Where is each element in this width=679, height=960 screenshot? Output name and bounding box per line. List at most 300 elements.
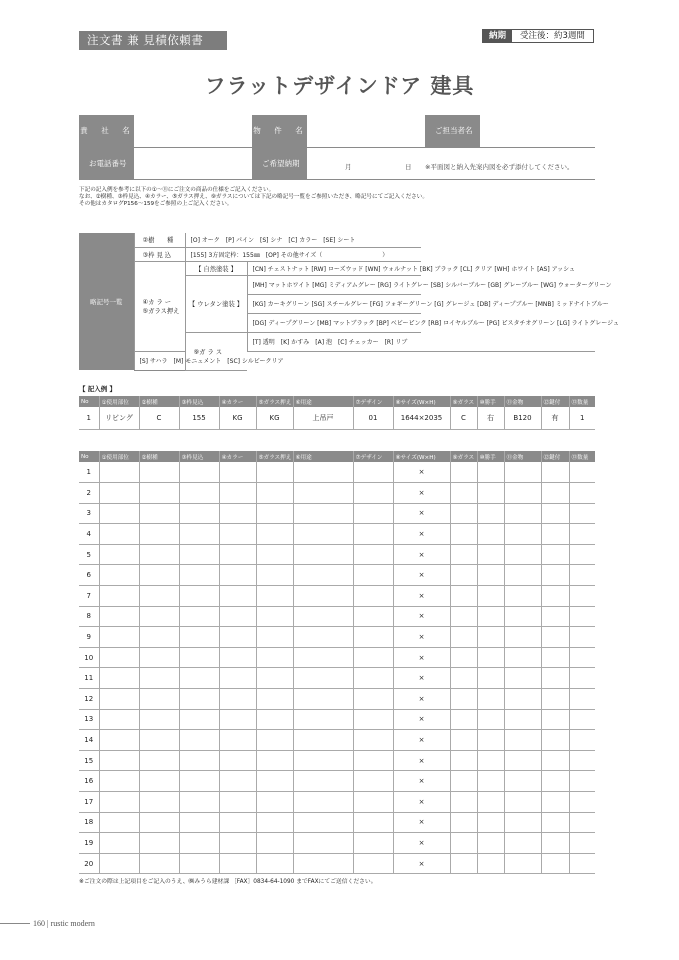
order-cell[interactable] — [179, 771, 219, 792]
urethane-paint-label: 【 ウレタン塗装 】 — [185, 275, 247, 332]
order-cell[interactable] — [256, 627, 293, 648]
order-cell[interactable] — [219, 544, 256, 565]
order-cell[interactable] — [541, 750, 569, 771]
order-cell[interactable] — [504, 565, 541, 586]
row-number: 5 — [79, 544, 99, 565]
size-cell[interactable]: × — [393, 709, 450, 730]
order-cell[interactable] — [450, 730, 477, 751]
order-cell[interactable] — [477, 503, 504, 524]
order-cell[interactable] — [569, 647, 595, 668]
order-cell[interactable] — [139, 668, 179, 689]
column-header: No — [79, 451, 99, 462]
order-cell[interactable] — [179, 586, 219, 607]
order-cell[interactable] — [256, 565, 293, 586]
order-cell[interactable] — [569, 606, 595, 627]
order-cell[interactable] — [477, 565, 504, 586]
size-cell[interactable]: × — [393, 524, 450, 545]
order-cell[interactable] — [569, 462, 595, 483]
order-cell[interactable] — [450, 689, 477, 710]
order-cell[interactable] — [256, 524, 293, 545]
order-cell[interactable] — [450, 647, 477, 668]
order-cell[interactable] — [293, 853, 353, 874]
order-cell[interactable] — [353, 503, 393, 524]
order-cell[interactable] — [477, 647, 504, 668]
order-cell[interactable] — [477, 544, 504, 565]
order-cell[interactable] — [569, 565, 595, 586]
order-cell[interactable] — [353, 833, 393, 854]
order-cell[interactable] — [353, 544, 393, 565]
order-cell[interactable] — [256, 709, 293, 730]
order-cell[interactable] — [293, 524, 353, 545]
order-cell[interactable] — [541, 503, 569, 524]
order-cell[interactable] — [256, 689, 293, 710]
urethane-codes-1: [MH] マットホワイト [MG] ミディアムグレー [RG] ライトグレー [SB] シルバーブルー [GB] グレーブルー [WG] ウォーターグリーン — [247, 275, 421, 294]
order-cell[interactable] — [541, 668, 569, 689]
order-cell[interactable] — [541, 627, 569, 648]
order-cell[interactable] — [541, 606, 569, 627]
species-label: ②樹 種 — [134, 233, 185, 247]
order-cell[interactable] — [179, 730, 219, 751]
order-cell[interactable] — [569, 524, 595, 545]
order-cell[interactable] — [219, 730, 256, 751]
order-cell[interactable] — [293, 647, 353, 668]
order-cell[interactable] — [179, 483, 219, 504]
order-cell[interactable] — [450, 524, 477, 545]
order-row — [79, 771, 595, 792]
order-cell[interactable] — [569, 483, 595, 504]
order-cell[interactable] — [541, 689, 569, 710]
order-cell[interactable] — [569, 853, 595, 874]
order-cell[interactable] — [504, 853, 541, 874]
order-cell[interactable] — [219, 524, 256, 545]
row-number: 1 — [79, 462, 99, 483]
order-cell[interactable] — [139, 647, 179, 668]
order-cell[interactable] — [353, 812, 393, 833]
order-cell[interactable] — [139, 524, 179, 545]
order-cell[interactable] — [504, 462, 541, 483]
order-cell[interactable] — [541, 730, 569, 751]
order-cell[interactable] — [99, 627, 139, 648]
order-row — [79, 483, 595, 504]
order-cell[interactable] — [450, 833, 477, 854]
column-header: ⑪金物 — [504, 451, 541, 462]
order-cell[interactable] — [179, 565, 219, 586]
size-cell[interactable]: × — [393, 606, 450, 627]
instruction-line: その他はカタログP156～159をご参照の上ご記入ください。 — [79, 201, 233, 208]
order-cell[interactable] — [179, 462, 219, 483]
order-cell[interactable] — [256, 771, 293, 792]
order-cell[interactable] — [504, 586, 541, 607]
order-cell[interactable] — [477, 853, 504, 874]
order-cell[interactable] — [504, 833, 541, 854]
order-cell[interactable] — [353, 792, 393, 813]
order-cell[interactable] — [541, 524, 569, 545]
size-cell[interactable]: × — [393, 833, 450, 854]
order-cell[interactable] — [477, 462, 504, 483]
order-cell[interactable] — [504, 627, 541, 648]
order-cell[interactable] — [179, 524, 219, 545]
order-cell[interactable] — [450, 750, 477, 771]
order-cell[interactable] — [139, 565, 179, 586]
order-cell[interactable] — [477, 730, 504, 751]
row-number: 8 — [79, 606, 99, 627]
order-cell[interactable] — [139, 606, 179, 627]
order-cell[interactable] — [256, 833, 293, 854]
order-cell[interactable] — [99, 689, 139, 710]
order-cell[interactable] — [504, 792, 541, 813]
order-cell[interactable] — [541, 709, 569, 730]
order-cell[interactable] — [353, 462, 393, 483]
size-cell[interactable]: × — [393, 730, 450, 751]
order-cell[interactable] — [179, 627, 219, 648]
order-cell[interactable] — [219, 853, 256, 874]
order-cell[interactable] — [504, 503, 541, 524]
order-cell[interactable] — [99, 606, 139, 627]
size-cell[interactable]: × — [393, 483, 450, 504]
order-cell[interactable] — [139, 709, 179, 730]
order-cell[interactable] — [179, 853, 219, 874]
order-cell[interactable] — [99, 668, 139, 689]
order-cell[interactable] — [450, 668, 477, 689]
size-cell[interactable]: × — [393, 544, 450, 565]
example-cell: 1 — [569, 407, 595, 429]
order-cell[interactable] — [353, 689, 393, 710]
form-type-tag: 注文書 兼 見積依頼書 — [79, 31, 227, 50]
order-cell[interactable] — [219, 792, 256, 813]
order-cell[interactable] — [541, 586, 569, 607]
order-cell[interactable] — [99, 709, 139, 730]
order-cell[interactable] — [293, 586, 353, 607]
order-cell[interactable] — [256, 750, 293, 771]
order-cell[interactable] — [504, 524, 541, 545]
column-header: ①使用部位 — [99, 396, 139, 407]
example-cell: B120 — [504, 407, 541, 429]
column-header: ②樹種 — [139, 396, 179, 407]
phone-field[interactable] — [134, 147, 252, 179]
row-number: 9 — [79, 627, 99, 648]
order-cell[interactable] — [139, 812, 179, 833]
order-cell[interactable] — [293, 709, 353, 730]
order-cell[interactable] — [256, 647, 293, 668]
order-cell[interactable] — [541, 853, 569, 874]
size-cell[interactable]: × — [393, 668, 450, 689]
order-cell[interactable] — [99, 792, 139, 813]
order-cell[interactable] — [504, 544, 541, 565]
order-cell[interactable] — [99, 750, 139, 771]
company-field[interactable] — [134, 115, 252, 147]
order-cell[interactable] — [569, 771, 595, 792]
order-cell[interactable] — [450, 812, 477, 833]
order-cell[interactable] — [477, 627, 504, 648]
order-cell[interactable] — [569, 750, 595, 771]
size-cell[interactable]: × — [393, 462, 450, 483]
row-number: 13 — [79, 709, 99, 730]
order-cell[interactable] — [477, 524, 504, 545]
order-cell[interactable] — [541, 812, 569, 833]
order-row — [79, 709, 595, 730]
company-label: 貴 社 名 — [79, 115, 134, 147]
order-cell[interactable] — [219, 709, 256, 730]
order-cell[interactable] — [477, 771, 504, 792]
order-cell[interactable] — [256, 483, 293, 504]
order-cell[interactable] — [219, 627, 256, 648]
order-cell[interactable] — [569, 709, 595, 730]
size-cell[interactable]: × — [393, 771, 450, 792]
order-cell[interactable] — [450, 627, 477, 648]
order-cell[interactable] — [99, 853, 139, 874]
example-cell: 右 — [477, 407, 504, 429]
order-cell[interactable] — [504, 709, 541, 730]
size-cell[interactable]: × — [393, 503, 450, 524]
order-cell[interactable] — [179, 709, 219, 730]
order-cell[interactable] — [179, 647, 219, 668]
order-cell[interactable] — [179, 833, 219, 854]
order-cell[interactable] — [293, 771, 353, 792]
instructions — [79, 187, 428, 209]
order-cell[interactable] — [293, 730, 353, 751]
order-cell[interactable] — [353, 483, 393, 504]
order-cell[interactable] — [219, 771, 256, 792]
order-cell[interactable] — [256, 792, 293, 813]
row-number: 17 — [79, 792, 99, 813]
order-cell[interactable] — [179, 750, 219, 771]
order-cell[interactable] — [256, 544, 293, 565]
order-cell[interactable] — [219, 503, 256, 524]
customer-info-table — [79, 115, 595, 180]
order-cell[interactable] — [293, 606, 353, 627]
order-cell[interactable] — [353, 586, 393, 607]
order-cell[interactable] — [504, 750, 541, 771]
order-cell[interactable] — [569, 730, 595, 751]
column-header: ⑥用途 — [293, 396, 353, 407]
order-cell[interactable] — [450, 853, 477, 874]
size-cell[interactable]: × — [393, 586, 450, 607]
order-cell[interactable] — [139, 750, 179, 771]
order-cell[interactable] — [353, 771, 393, 792]
order-cell[interactable] — [219, 668, 256, 689]
row-number: 11 — [79, 668, 99, 689]
order-cell[interactable] — [477, 812, 504, 833]
order-cell[interactable] — [450, 483, 477, 504]
order-cell[interactable] — [293, 792, 353, 813]
order-cell[interactable] — [219, 586, 256, 607]
order-cell[interactable] — [99, 462, 139, 483]
order-cell[interactable] — [179, 606, 219, 627]
order-cell[interactable] — [541, 647, 569, 668]
project-field[interactable] — [307, 115, 425, 147]
order-cell[interactable] — [504, 730, 541, 751]
order-cell[interactable] — [541, 544, 569, 565]
order-cell[interactable] — [99, 565, 139, 586]
desired-date-field[interactable] — [307, 147, 595, 179]
order-cell[interactable] — [99, 586, 139, 607]
order-cell[interactable] — [99, 544, 139, 565]
order-cell[interactable] — [293, 689, 353, 710]
order-cell[interactable] — [139, 730, 179, 751]
order-cell[interactable] — [450, 462, 477, 483]
order-cell[interactable] — [477, 586, 504, 607]
order-cell[interactable] — [504, 689, 541, 710]
order-cell[interactable] — [504, 668, 541, 689]
order-cell[interactable] — [569, 668, 595, 689]
order-cell[interactable] — [139, 627, 179, 648]
order-cell[interactable] — [256, 586, 293, 607]
order-cell[interactable] — [569, 812, 595, 833]
order-cell[interactable] — [477, 750, 504, 771]
order-cell[interactable] — [353, 647, 393, 668]
example-cell: 155 — [179, 407, 219, 429]
order-cell[interactable] — [450, 544, 477, 565]
order-cell[interactable] — [293, 627, 353, 648]
order-cell[interactable] — [477, 606, 504, 627]
order-cell[interactable] — [179, 812, 219, 833]
order-cell[interactable] — [99, 812, 139, 833]
order-cell[interactable] — [99, 483, 139, 504]
order-cell[interactable] — [541, 792, 569, 813]
order-cell[interactable] — [353, 627, 393, 648]
order-cell[interactable] — [256, 812, 293, 833]
order-cell[interactable] — [139, 792, 179, 813]
order-cell[interactable] — [541, 462, 569, 483]
size-cell[interactable]: × — [393, 689, 450, 710]
size-cell[interactable]: × — [393, 647, 450, 668]
contact-field[interactable] — [480, 115, 595, 147]
order-cell[interactable] — [293, 565, 353, 586]
order-cell[interactable] — [477, 833, 504, 854]
order-cell[interactable] — [450, 771, 477, 792]
size-cell[interactable]: × — [393, 812, 450, 833]
delivery-label: 納期 — [483, 30, 512, 42]
order-cell[interactable] — [353, 524, 393, 545]
order-cell[interactable] — [353, 709, 393, 730]
order-cell[interactable] — [219, 483, 256, 504]
order-cell[interactable] — [450, 792, 477, 813]
order-cell[interactable] — [179, 668, 219, 689]
order-cell[interactable] — [139, 503, 179, 524]
order-cell[interactable] — [99, 503, 139, 524]
order-cell[interactable] — [450, 709, 477, 730]
order-cell[interactable] — [219, 647, 256, 668]
page-title: フラットデザインドア 建具 — [204, 74, 475, 98]
order-row — [79, 524, 595, 545]
order-cell[interactable] — [293, 833, 353, 854]
order-cell[interactable] — [219, 833, 256, 854]
order-cell[interactable] — [450, 606, 477, 627]
order-cell[interactable] — [256, 853, 293, 874]
order-cell[interactable] — [139, 483, 179, 504]
order-cell[interactable] — [569, 544, 595, 565]
order-cell[interactable] — [504, 647, 541, 668]
order-cell[interactable] — [569, 833, 595, 854]
order-cell[interactable] — [139, 544, 179, 565]
order-cell[interactable] — [477, 689, 504, 710]
size-cell[interactable]: × — [393, 565, 450, 586]
row-number: 15 — [79, 750, 99, 771]
order-cell[interactable] — [504, 812, 541, 833]
order-cell[interactable] — [99, 771, 139, 792]
order-cell[interactable] — [256, 668, 293, 689]
order-cell[interactable] — [569, 792, 595, 813]
order-cell[interactable] — [569, 689, 595, 710]
order-cell[interactable] — [99, 647, 139, 668]
order-cell[interactable] — [293, 750, 353, 771]
order-cell[interactable] — [450, 586, 477, 607]
example-table — [79, 396, 595, 430]
order-cell[interactable] — [219, 812, 256, 833]
order-cell[interactable] — [569, 586, 595, 607]
order-cell[interactable] — [99, 730, 139, 751]
order-cell[interactable] — [139, 853, 179, 874]
order-cell[interactable] — [353, 750, 393, 771]
size-cell[interactable]: × — [393, 627, 450, 648]
order-cell[interactable] — [256, 462, 293, 483]
order-cell[interactable] — [353, 565, 393, 586]
order-cell[interactable] — [541, 483, 569, 504]
order-cell[interactable] — [219, 750, 256, 771]
order-cell[interactable] — [293, 544, 353, 565]
order-cell[interactable] — [353, 853, 393, 874]
order-cell[interactable] — [353, 668, 393, 689]
order-cell[interactable] — [477, 483, 504, 504]
order-cell[interactable] — [450, 503, 477, 524]
order-cell[interactable] — [504, 606, 541, 627]
order-cell[interactable] — [139, 586, 179, 607]
order-cell[interactable] — [99, 524, 139, 545]
order-cell[interactable] — [219, 606, 256, 627]
order-cell[interactable] — [450, 565, 477, 586]
order-cell[interactable] — [293, 503, 353, 524]
order-cell[interactable] — [569, 503, 595, 524]
order-cell[interactable] — [256, 503, 293, 524]
order-cell[interactable] — [353, 730, 393, 751]
order-cell[interactable] — [256, 606, 293, 627]
order-row — [79, 586, 595, 607]
order-cell[interactable] — [477, 792, 504, 813]
order-cell[interactable] — [219, 689, 256, 710]
order-cell[interactable] — [219, 462, 256, 483]
size-cell[interactable]: × — [393, 853, 450, 874]
order-cell[interactable] — [179, 792, 219, 813]
order-cell[interactable] — [293, 483, 353, 504]
row-number: 2 — [79, 483, 99, 504]
size-cell[interactable]: × — [393, 750, 450, 771]
order-cell[interactable] — [256, 730, 293, 751]
order-cell[interactable] — [179, 689, 219, 710]
order-cell[interactable] — [179, 503, 219, 524]
order-cell[interactable] — [99, 833, 139, 854]
order-cell[interactable] — [139, 462, 179, 483]
order-cell[interactable] — [139, 771, 179, 792]
order-cell[interactable] — [541, 565, 569, 586]
order-cell[interactable] — [477, 709, 504, 730]
order-cell[interactable] — [293, 462, 353, 483]
order-cell[interactable] — [353, 606, 393, 627]
order-cell[interactable] — [477, 668, 504, 689]
order-cell[interactable] — [293, 812, 353, 833]
order-cell[interactable] — [541, 833, 569, 854]
order-cell[interactable] — [293, 668, 353, 689]
order-cell[interactable] — [179, 544, 219, 565]
order-cell[interactable] — [504, 483, 541, 504]
order-cell[interactable] — [541, 771, 569, 792]
order-cell[interactable] — [139, 833, 179, 854]
order-cell[interactable] — [569, 627, 595, 648]
order-cell[interactable] — [504, 771, 541, 792]
order-cell[interactable] — [139, 689, 179, 710]
phone-label: お電話番号 — [79, 147, 134, 179]
size-cell[interactable]: × — [393, 792, 450, 813]
order-cell[interactable] — [219, 565, 256, 586]
